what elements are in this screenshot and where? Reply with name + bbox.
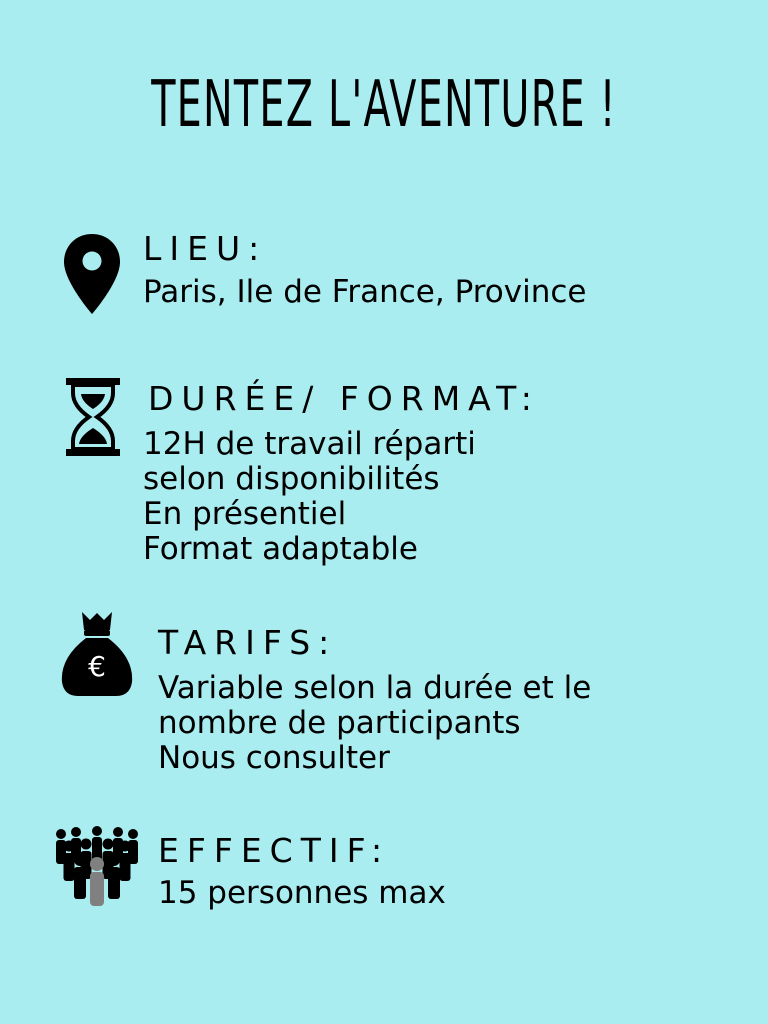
svg-text:€: €: [88, 650, 106, 683]
body-line: 12H de travail réparti: [143, 426, 476, 462]
body-line: Format adaptable: [143, 531, 418, 567]
section-body-effectif: [158, 876, 446, 911]
section-heading-tarifs: TARIFS:: [158, 623, 338, 662]
body-line: En présentiel: [143, 496, 347, 532]
body-line: 15 personnes max: [158, 875, 446, 911]
section-body-lieu: [143, 275, 587, 310]
people-group-icon: [52, 826, 142, 908]
body-line: Paris, Ile de France, Province: [143, 274, 587, 310]
section-body-duree-format: [143, 427, 476, 567]
body-line: Nous consulter: [158, 740, 390, 776]
body-line: Variable selon la durée et le: [158, 670, 592, 706]
section-body-tarifs: [158, 671, 591, 776]
location-pin-icon: [62, 232, 122, 316]
section-heading-effectif: EFFECTIF:: [158, 831, 391, 870]
section-heading-lieu: LIEU:: [143, 229, 268, 268]
hourglass-icon: [66, 378, 120, 456]
money-bag-euro-icon: [60, 610, 134, 698]
body-line: selon disponibilités: [143, 461, 440, 497]
body-line: nombre de participants: [158, 705, 521, 741]
section-heading-duree-format: DURÉE/ FORMAT:: [148, 379, 540, 418]
page-title: TENTEZ L'AVENTURE !: [151, 68, 617, 142]
